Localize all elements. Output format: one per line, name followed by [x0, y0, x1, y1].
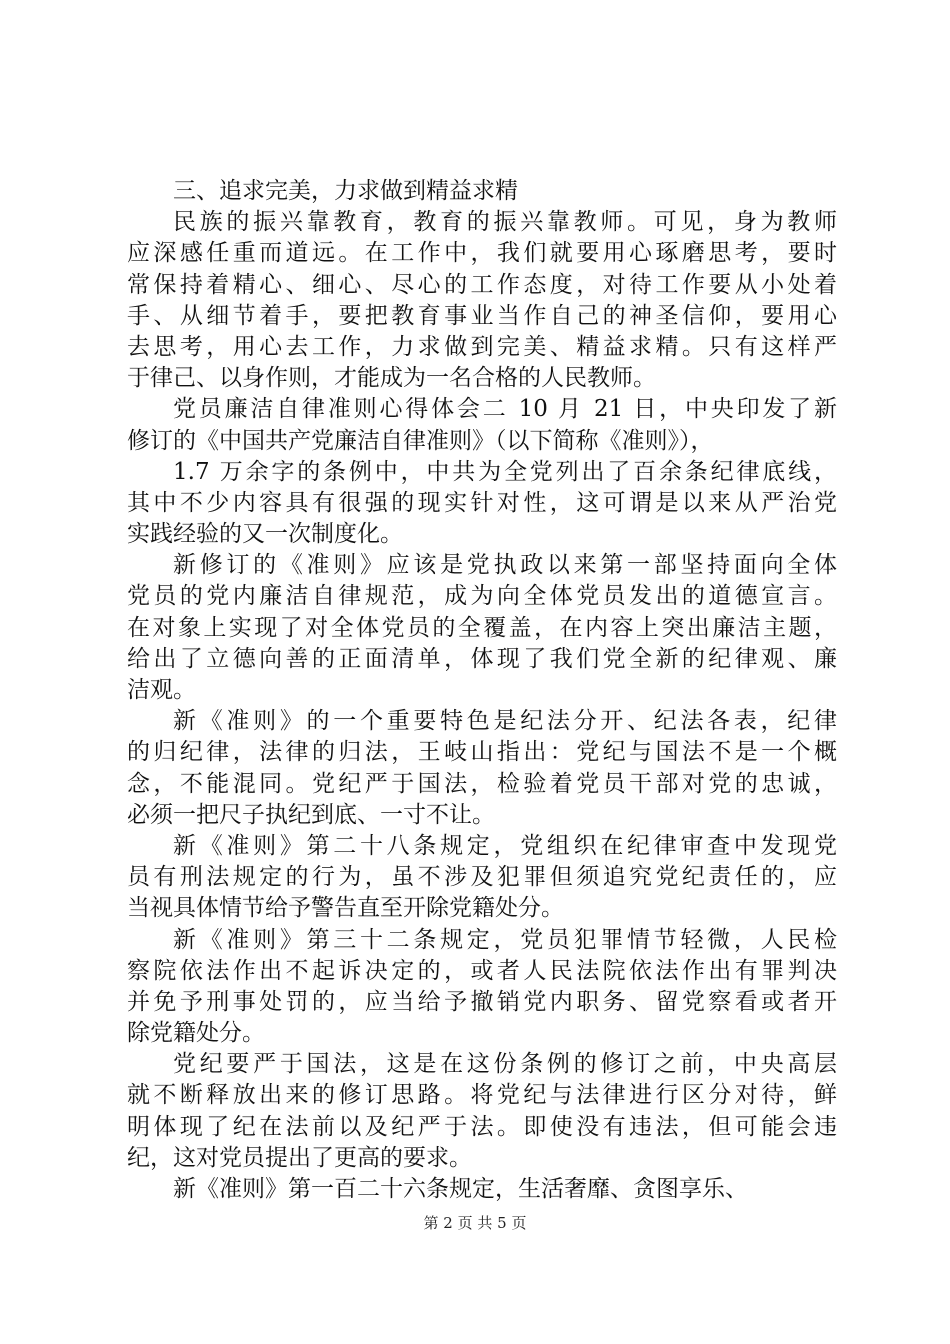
paragraph-line: 实践经验的又一次制度化。	[127, 521, 403, 548]
paragraph-line: 察院依法作出不起诉决定的，或者人民法院依法作出有罪判决	[127, 957, 837, 984]
paragraph-line: 手、从细节着手，要把教育事业当作自己的神圣信仰，要用心	[127, 302, 837, 329]
paragraph-line: 就不断释放出来的修订思路。将党纪与法律进行区分对待，鲜	[127, 1082, 837, 1109]
paragraph	[127, 394, 837, 456]
paragraph-line: 于律己、以身作则，才能成为一名合格的人民教师。	[127, 365, 656, 392]
paragraph-line: 1.7 万余字的条例中，中共为全党列出了百余条纪律底线，	[173, 458, 837, 485]
paragraph	[127, 831, 837, 925]
paragraph	[127, 550, 837, 706]
paragraph-line: 当视具体情节给予警告直至开除党籍处分。	[127, 895, 564, 922]
paragraph-line: 洁观。	[127, 677, 196, 703]
paragraph-line: 除党籍处分。	[127, 1020, 265, 1047]
paragraph-line: 在对象上实现了对全体党员的全覆盖，在内容上突出廉洁主题，	[127, 614, 837, 641]
paragraph-line: 常保持着精心、细心、尽心的工作态度，对待工作要从小处着	[127, 271, 837, 298]
paragraph	[127, 1174, 837, 1205]
paragraph-line: 的归纪律，法律的归法，王岐山指出：党纪与国法不是一个概	[127, 739, 837, 766]
paragraph	[127, 706, 837, 831]
page-footer: 第 2 页 共 5 页	[423, 1214, 527, 1232]
paragraph-line: 民族的振兴靠教育，教育的振兴靠教师。可见，身为教师	[173, 209, 837, 236]
paragraph-line: 去思考，用心去工作，力求做到完美、精益求精。只有这样严	[127, 333, 837, 360]
document-body	[127, 176, 837, 1205]
paragraph-line: 并免予刑事处罚的，应当给予撤销党内职务、留党察看或者开	[127, 988, 837, 1015]
paragraph-line: 念，不能混同。党纪严于国法，检验着党员干部对党的忠诚，	[127, 770, 837, 797]
paragraph-line: 党员的党内廉洁自律规范，成为向全体党员发出的道德宣言。	[127, 583, 837, 610]
paragraph-line: 党纪要严于国法，这是在这份条例的修订之前，中央高层	[173, 1051, 837, 1078]
paragraph	[127, 457, 837, 551]
paragraph-line: 给出了立德向善的正面清单，体现了我们党全新的纪律观、廉	[127, 645, 837, 672]
paragraph-line: 新修订的《准则》应该是党执政以来第一部坚持面向全体	[173, 552, 837, 579]
paragraph-line: 三、追求完美，力求做到精益求精	[173, 178, 518, 204]
paragraph-line: 新《准则》第二十八条规定，党组织在纪律审查中发现党	[173, 832, 837, 859]
paragraph-line: 明体现了纪在法前以及纪严于法。即使没有违法，但可能会违	[127, 1113, 837, 1140]
paragraph	[127, 925, 837, 1050]
paragraph-line: 其中不少内容具有很强的现实针对性，这可谓是以来从严治党	[127, 489, 837, 516]
paragraph-line: 新《准则》的一个重要特色是纪法分开、纪法各表，纪律	[173, 708, 837, 735]
paragraph	[127, 176, 837, 207]
paragraph	[127, 1049, 837, 1174]
paragraph-line: 党员廉洁自律准则心得体会二 10 月 21 日，中央印发了新	[173, 396, 837, 423]
paragraph	[127, 207, 837, 394]
paragraph-line: 新《准则》第三十二条规定，党员犯罪情节轻微，人民检	[173, 926, 837, 953]
paragraph-line: 应深感任重而道远。在工作中，我们就要用心琢磨思考，要时	[127, 240, 837, 267]
paragraph-line: 修订的《中国共产党廉洁自律准则》（以下简称《准则》），	[127, 427, 714, 454]
paragraph-line: 必须一把尺子执纪到底、一寸不让。	[127, 801, 495, 828]
paragraph-line: 新《准则》第一百二十六条规定，生活奢靡、贪图享乐、	[173, 1176, 748, 1202]
paragraph-line: 纪，这对党员提出了更高的要求。	[127, 1144, 472, 1171]
paragraph-line: 员有刑法规定的行为，虽不涉及犯罪但须追究党纪责任的，应	[127, 864, 837, 891]
